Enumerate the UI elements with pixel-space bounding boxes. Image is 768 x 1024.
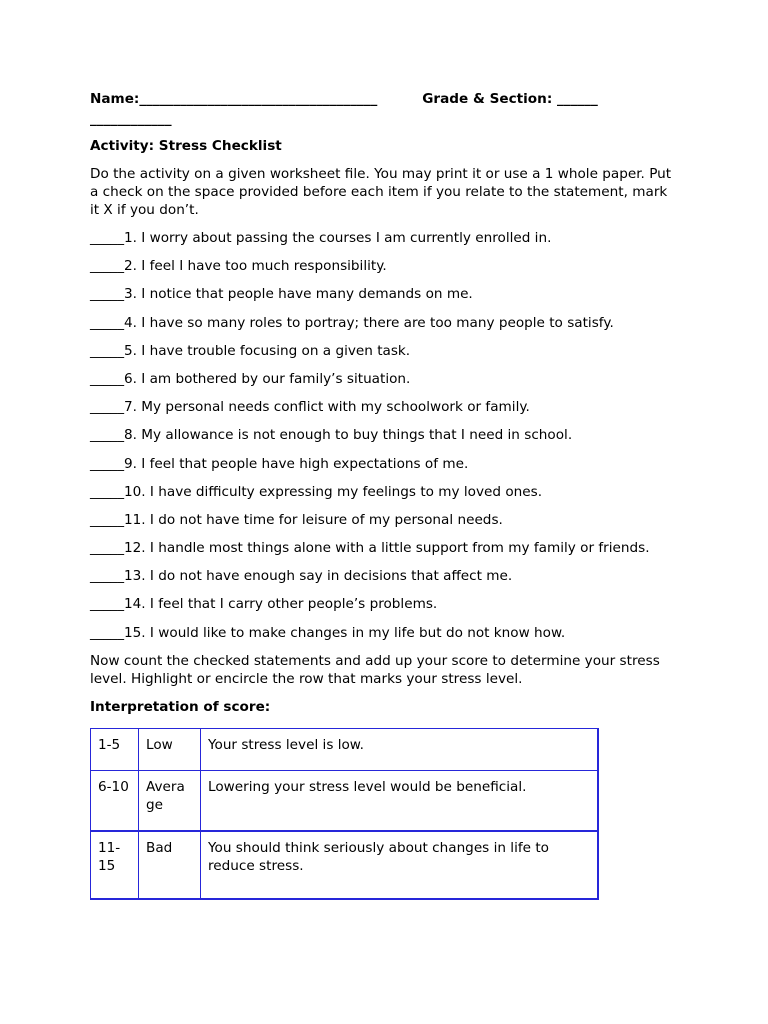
interpretation-title: Interpretation of score:	[90, 698, 271, 715]
activity-title: Activity: Stress Checklist	[90, 138, 282, 154]
checklist-item: _____14. I feel that I carry other people’s problems.	[90, 596, 438, 613]
worksheet-page	[90, 90, 690, 716]
score-row-low	[91, 729, 599, 771]
grade-section-field-label: Grade & Section: ______	[422, 91, 598, 107]
name-field-label: Name:___________________________________	[90, 91, 378, 107]
checklist-item: _____12. I handle most things alone with a little support from my family or friends.	[90, 540, 650, 557]
instructions-paragraph: Do the activity on a given worksheet file. You may print it or use a 1 whole paper. Put a check on the space provided before each item if you relate to the statement, mark it X if you don’t.	[90, 166, 672, 218]
checklist-item: _____13. I do not have enough say in decisions that affect me.	[90, 568, 513, 585]
checklist-item: _____7. My personal needs conflict with my schoolwork or family.	[90, 399, 530, 416]
grade-section-continuation: ____________	[90, 111, 172, 127]
score-range-cell: 1-5	[91, 729, 139, 771]
checklist-item: _____1. I worry about passing the courses I am currently enrolled in.	[90, 230, 552, 246]
count-instructions: Now count the checked statements and add up your score to determine your stress level. Highlight or encircle the row that marks your stress level.	[90, 652, 660, 687]
checklist-item: _____2. I feel I have too much responsibility.	[90, 258, 387, 275]
score-interpretation-table	[90, 728, 599, 900]
score-level-cell: Avera ge	[139, 771, 201, 832]
score-description-cell: Lowering your stress level would be beneficial.	[201, 771, 599, 832]
checklist-item: _____5. I have trouble focusing on a given task.	[90, 342, 411, 359]
checklist-item: _____8. My allowance is not enough to buy things that I need in school.	[90, 427, 573, 444]
header-line	[90, 90, 690, 108]
score-row-bad	[91, 831, 599, 899]
checklist-item: _____3. I notice that people have many demands on me.	[90, 286, 473, 303]
score-level-cell: Low	[139, 729, 201, 771]
checklist	[90, 229, 690, 642]
checklist-item: _____6. I am bothered by our family’s situation.	[90, 370, 411, 387]
checklist-item: _____15. I would like to make changes in my life but do not know how.	[90, 624, 566, 641]
checklist-item: _____10. I have difficulty expressing my feelings to my loved ones.	[90, 483, 543, 500]
score-range-cell: 11- 15	[91, 831, 139, 899]
checklist-item: _____11. I do not have time for leisure of my personal needs.	[90, 511, 503, 528]
checklist-item: _____4. I have so many roles to portray; there are too many people to satisfy.	[90, 314, 614, 331]
score-range-cell: 6-10	[91, 771, 139, 832]
score-description-cell: You should think seriously about changes in life to reduce stress.	[201, 831, 599, 899]
score-row-average	[91, 771, 599, 832]
checklist-item: _____9. I feel that people have high expectations of me.	[90, 455, 469, 472]
score-description-cell: Your stress level is low.	[201, 729, 599, 771]
score-level-cell: Bad	[139, 831, 201, 899]
